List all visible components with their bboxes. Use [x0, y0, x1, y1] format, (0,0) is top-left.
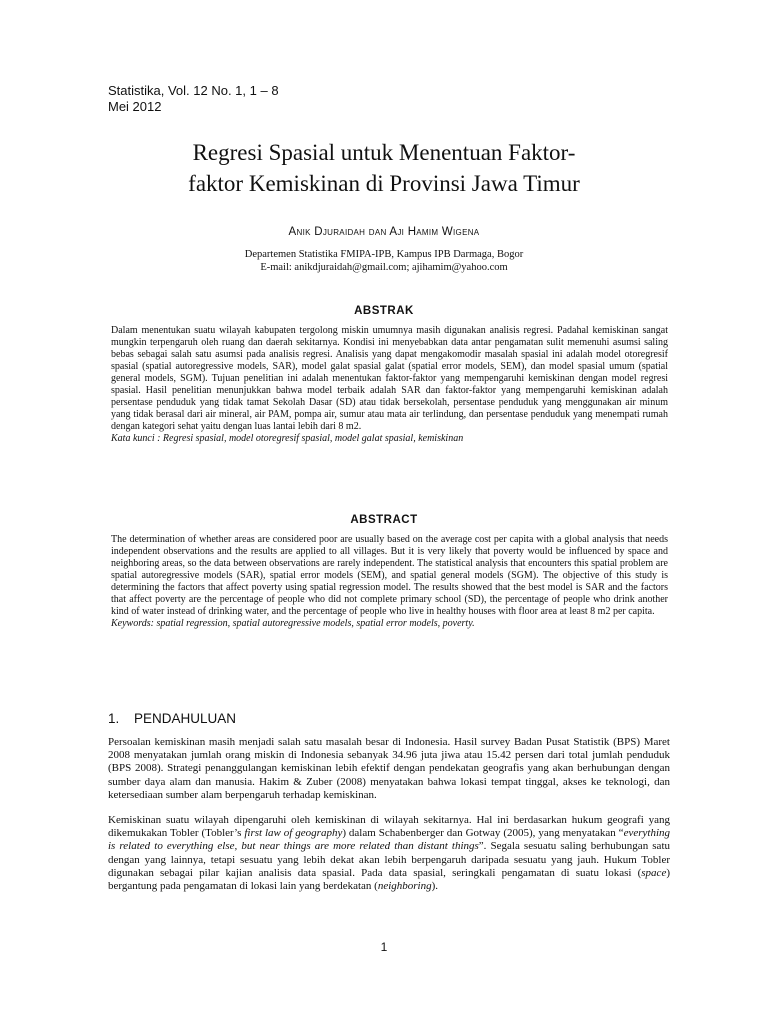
- paper-title: [100, 137, 668, 199]
- section-title: PENDAHULUAN: [134, 711, 237, 726]
- affiliation-department: Departemen Statistika FMIPA-IPB, Kampus IPB Darmaga, Bogor: [244, 249, 524, 260]
- paragraph-1: [108, 736, 670, 802]
- section-number: 1.: [108, 711, 120, 726]
- abstrak-keywords: Kata kunci : Regresi spasial, model otoregresif spasial, model galat spasial, kemiskinan: [111, 433, 464, 444]
- journal-info: [108, 83, 279, 115]
- text-run-italic: first law of geography: [244, 827, 343, 840]
- abstrak-text: Dalam menentukan suatu wilayah kabupaten tergolong miskin umumnya masih digunakan analisis regresi. Padahal kemiskinan sangat mungkin terpengaruh oleh ruang dan daerah sekitarnya. Kondisi ini menyebabkan data antar pengamatan sulit memenuhi asumsi saling bebas sebagai salah satu asumsi pada analisis regresi. Analisis yang dapat mengakomodir masalah spasial ini adalah model otoregresif spasial (spatial autoregressive models, SAR), model galat spasial galat (spatial error models, SEM), dan model spasial umum (spatial general models, SGM). Tujuan penelitian ini adalah menentukan faktor-faktor yang mempengaruhi kemiskinan dengan model regresi spasial. Hasil penelitian menunjukkan bahwa model terbaik adalah SAR dan faktor-faktor yang mempengaruhi kemiskinan adalah persentase penduduk yang tidak tamat Sekolah Dasar (SD) atau tidak bersekolah, persentase penduduk yang menggunakan air minum yang tidak berasal dari air mineral, air PAM, pompa air, sumur atau mata air terlindung, dan persentase penduduk yang menempati rumah dengan kategori sehat yaitu dengan luas lantai lebih dari 8 m2.: [111, 325, 668, 432]
- abstract-section: [111, 534, 668, 630]
- paper-title-line-1: Regresi Spasial untuk Menentuan Faktor-: [192, 140, 576, 165]
- text-run: ) dalam Schabenberger dan Gotway (2005), yang menyatakan “: [342, 827, 624, 840]
- text-run: ).: [431, 880, 439, 893]
- text-run: ”. Segala sesuatu saling berhubungan satu dengan yang lainnya, tetapi sesuatu yang lebih dekat akan lebih berpengaruh daripada sesuatu yang jauh. Hukum Tobler digunakan sebagai pilar kajian analisis data spasial. Pada data spasial, seringkali pengamatan di suatu lokasi (: [108, 840, 670, 879]
- abstract-text: The determination of whether areas are considered poor are usually based on the average cost per capita with a global analysis that needs independent observations and the results are applied to all villages. But it is very likely that poverty would be influenced by space and neighboring areas, so the data between observations are rarely independent. The statistical analysis that encounters this spatial problem are spatial autoregressive models (SAR), spatial error models (SEM), and spatial general models (SGM). The objective of this study is determining the factors that affect poverty using spatial regression model. The results showed that the best model is SAR and the factors that affect poverty are the percentage of people who did not complete primary school (SD), the percentage of people who drink another kind of water instead of drinking water, and the percentage of people who live in healthy houses with floor area at least 8 m2 per capita.: [111, 534, 668, 617]
- affiliation-email: E-mail: anikdjuraidah@gmail.com; ajihamim@yahoo.com: [260, 262, 508, 273]
- paragraph-1-text: Persoalan kemiskinan masih menjadi salah satu masalah besar di Indonesia. Hasil survey Badan Pusat Statistik (BPS) Maret 2008 menyatakan jumlah orang miskin di Indonesia sebanyak 34.96 juta jiwa atau 15.42 persen dari total jumlah penduduk (BPS 2008). Strategi penanggulangan kemiskinan lebih efektif dengan pendekatan geografis yang akan berhubungan dengan sumber daya alam dan manusia. Hakim & Zuber (2008) menyatakan bahwa lokasi tempat tinggal, akses ke teknologi, dan ketersediaan sumber alam berpengaruh terhadap kemiskinan.: [108, 736, 670, 801]
- text-run-italic: everything is related to everything else, but near things are more related than distant things: [108, 827, 671, 853]
- abstrak-heading: ABSTRAK: [354, 305, 414, 317]
- page-number: 1: [380, 940, 388, 954]
- paragraph-2-text: [108, 814, 670, 893]
- abstrak-section: [111, 325, 668, 445]
- abstract-keywords: Keywords: spatial regression, spatial autoregressive models, spatial error models, poverty.: [111, 618, 475, 629]
- author-affiliation: [100, 248, 668, 274]
- journal-citation: Statistika, Vol. 12 No. 1, 1 – 8: [108, 83, 279, 98]
- text-run: Kemiskinan suatu wilayah dipengaruhi oleh kemiskinan di wilayah sekitarnya. Hal ini berdasarkan hukum geografi yang dikemukakan Tobler (Tobler’s: [108, 814, 670, 840]
- paper-title-line-2: faktor Kemiskinan di Provinsi Jawa Timur: [188, 171, 580, 196]
- text-run-italic: neighboring: [377, 880, 432, 893]
- abstract-heading: ABSTRACT: [350, 514, 418, 526]
- text-run: ) bergantung pada pengamatan di lokasi lain yang berdekatan (: [108, 866, 670, 893]
- section-heading-pendahuluan: [108, 711, 236, 726]
- paragraph-2: [108, 814, 670, 893]
- paper-authors: Anik Djuraidah dan Aji Hamim Wigena: [288, 226, 480, 238]
- journal-date: Mei 2012: [108, 99, 162, 114]
- text-run-italic: space: [641, 866, 667, 879]
